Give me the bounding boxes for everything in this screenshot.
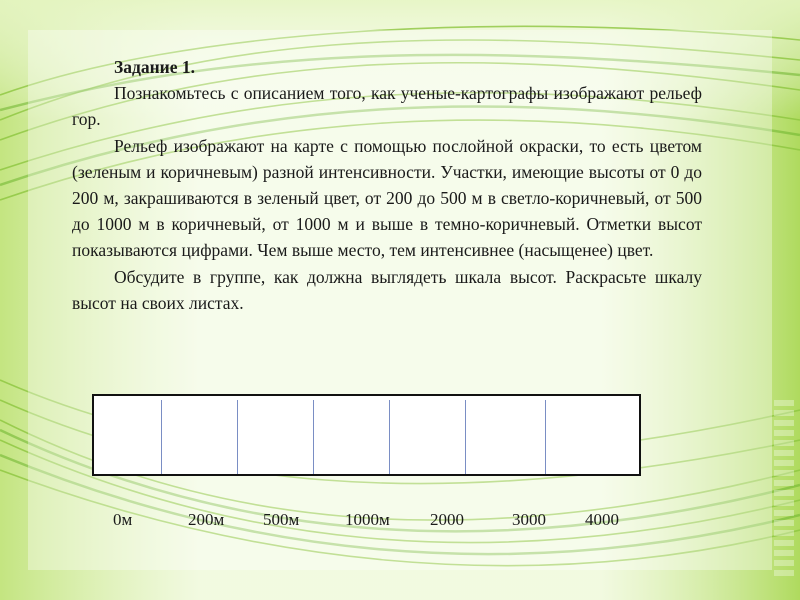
scale-divider <box>237 400 238 474</box>
scale-label: 500м <box>263 510 300 529</box>
elevation-scale-box <box>92 394 641 476</box>
task-paragraph-3: Обсудите в группе, как должна выглядеть шкала высот. Раскрасьте шкалу высот на своих листах. <box>72 266 702 313</box>
task-text <box>72 54 702 316</box>
task-title: Задание 1. <box>114 57 196 77</box>
scale-label: 2000 <box>430 510 464 529</box>
task-paragraph-2: Рельеф изображают на карте с помощью послойной окраски, то есть цветом (зеленым и коричневым) разной интенсивности. Участки, имеющие высоты от 0 до 200 м, закрашиваются в зеленый цвет, от 200 до 500 м в светло-коричневый, от 500 до 1000 м в коричневый, от 1000 м и выше в темно-коричневый. Отметки высот показываются цифрами. Чем выше место, тем интенсивнее (насыщенее) цвет. <box>72 135 702 261</box>
task-paragraph-1: Познакомьтесь с описанием того, как ученые-картографы изображают рельеф гор. <box>72 83 702 130</box>
watermark-strip <box>774 396 794 576</box>
scale-divider <box>389 400 390 474</box>
scale-label: 3000 <box>512 510 546 529</box>
scale-divider <box>545 400 546 474</box>
scale-label: 0м <box>113 510 133 529</box>
scale-label: 1000м <box>345 510 390 529</box>
scale-divider <box>161 400 162 474</box>
scale-label: 4000 <box>585 510 619 529</box>
scale-divider <box>465 400 466 474</box>
scale-divider <box>313 400 314 474</box>
scale-label: 200м <box>188 510 225 529</box>
